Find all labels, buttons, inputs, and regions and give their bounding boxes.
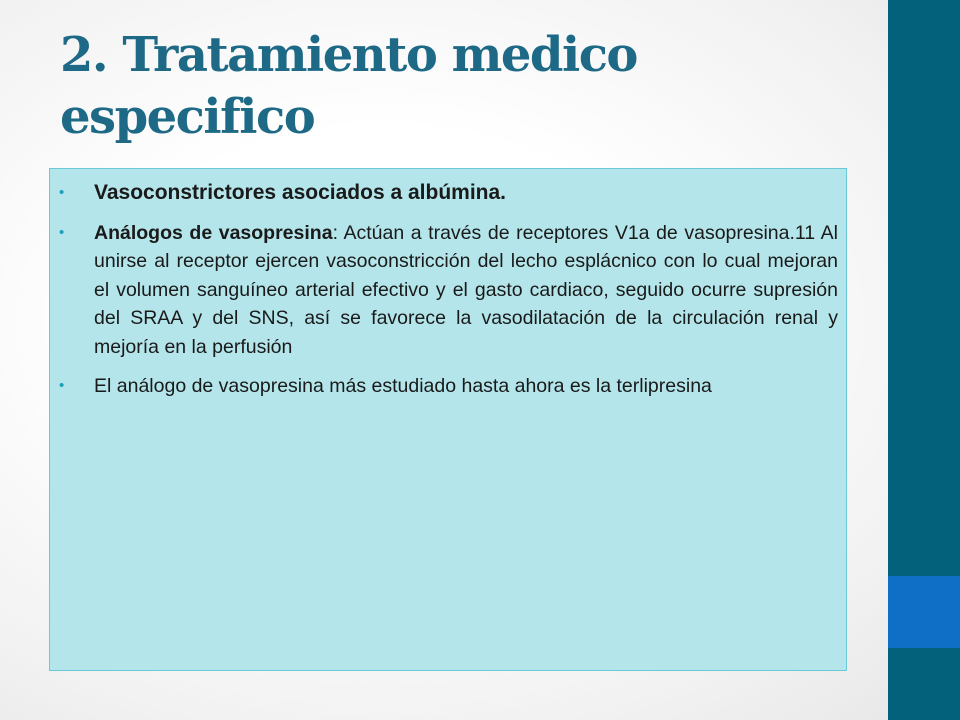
- slide-title: 2. Tratamiento medico especifico: [60, 27, 637, 145]
- side-accent-block: [888, 576, 960, 648]
- bullet-item: [59, 219, 838, 362]
- content-box: [49, 168, 847, 671]
- bullet-bold-text: Análogos de vasopresina: [94, 221, 333, 244]
- bullet-item: [59, 372, 838, 401]
- bullet-text: El análogo de vasopresina más estudiado hasta ahora es la terlipresina: [94, 375, 712, 397]
- bullet-text: : Actúan a través de receptores V1a de vasopresina.11 Al unirse al receptor ejercen vasoconstricción del lecho esplácnico con lo cual mejoran el volumen sanguíneo arterial efectivo y el gasto cardiaco, seguido ocurre supresión del SRAA y del SNS, así se favorece la vasodilatación de la circulación renal y mejoría en la perfusión: [94, 221, 838, 358]
- bullet-icon: •: [59, 223, 65, 241]
- bullet-icon: •: [59, 377, 65, 394]
- bullet-icon: •: [59, 184, 65, 201]
- bullet-bold-text: Vasoconstrictores asociados a albúmina.: [94, 181, 506, 204]
- bullet-list: [59, 179, 838, 412]
- bullet-item: [59, 179, 838, 208]
